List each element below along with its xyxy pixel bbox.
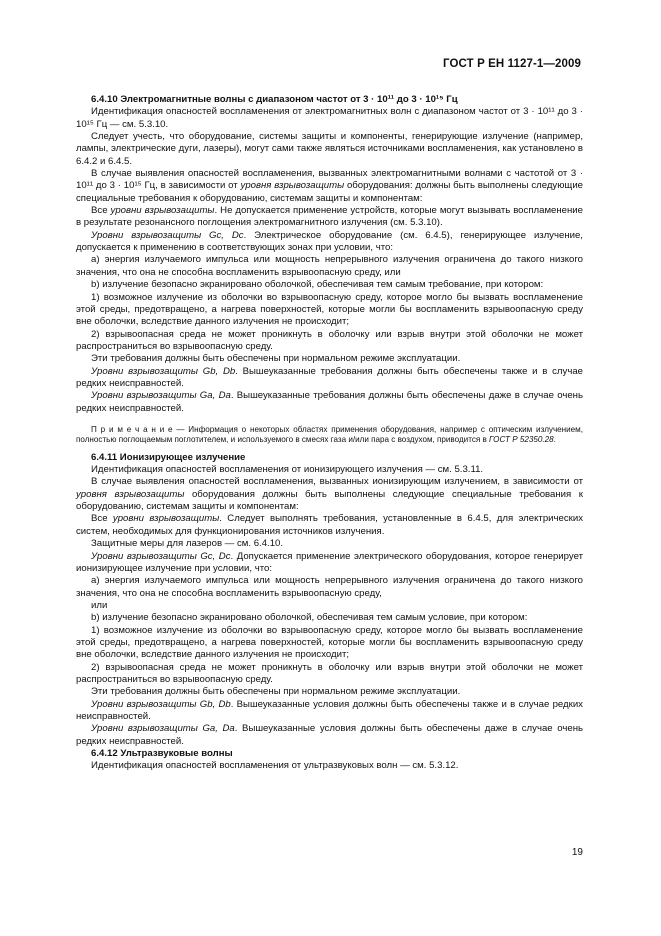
italic-reference: ГОСТ Р 52350.28	[489, 435, 554, 445]
italic-term: Уровни взрывозащиты Gc, Dc	[91, 229, 244, 241]
paragraph	[76, 390, 583, 415]
italic-term: Уровни взрывозащиты Ga, Da	[91, 723, 235, 735]
paragraph	[76, 513, 583, 538]
section-heading-6-4-10: 6.4.10 Электромагнитные волны с диапазоном частот от 3 · 10¹¹ до 3 · 10¹⁵ Гц	[91, 94, 458, 105]
paragraph: Идентификация опасностей воспламенения от ультразвуковых волн — см. 5.3.12.	[91, 760, 459, 772]
list-item-2: 2) взрывоопасная среда не может проникнуть в оболочку или взрыв внутри этой оболочки не может распространиться во взрывоопасную среду.	[76, 661, 583, 685]
conjunction-or: или	[91, 599, 108, 611]
italic-term: уровня взрывозащиты	[240, 180, 345, 192]
italic-term: уровня взрывозащиты	[76, 488, 185, 500]
text: . Вышеуказанные требования должны быть обеспечены даже в случае очень редких неисправностей.	[76, 390, 583, 414]
paragraph: Защитные меры для лазеров — см. 6.4.10.	[91, 538, 284, 550]
list-item-1: 1) возможное излучение из оболочки во взрывоопасную среду, которое могло бы вызвать воспламенение этой среды, предотвращено, а нагрева поверхностей, которые могли бы воспламенить взрывоопасную среду вне оболочки, вследствие данного излучения не происходит;	[76, 291, 583, 328]
italic-term: Уровни взрывозащиты Gc, Dc	[91, 550, 231, 562]
text: — Информация о некоторых областях применения оборудования, например с оптическим излучением, полностью поглощаемым поглотителем, и используемого в смесях газа и/или пара с воздухом, приводится в	[76, 424, 583, 445]
page-number: 19	[571, 847, 583, 858]
paragraph	[76, 168, 583, 205]
text: Все	[91, 513, 113, 525]
paragraph	[76, 230, 583, 255]
text: . Не допускается применение устройств, которые могут вызывать воспламенение в результате резонансного поглощения электромагнитного излучения (см. 5.3.10).	[76, 205, 584, 229]
list-item-a: а) энергия излучаемого импульса или мощность непрерывного излучения ограничена до такого низкого значения, что она не способна воспламенить взрывоопасную среду, или	[76, 254, 583, 278]
paragraph: Эти требования должны быть обеспечены при нормальном режиме эксплуатации.	[91, 686, 461, 698]
text: . Вышеуказанные требования должны быть обеспечены также и в случае редких неисправностей.	[76, 365, 583, 389]
italic-term: Уровни взрывозащиты Gb, Db	[91, 365, 236, 377]
paragraph: Следует учесть, что оборудование, системы защиты и компоненты, генерирующие излучение (например, лампы, электрические дуги, лазеры), могут сами также являться источниками воспламенения, как установлено в 6.4.2 и 6.4.5.	[76, 131, 583, 167]
note-label: П р и м е ч а н и е	[91, 424, 173, 434]
paragraph	[76, 723, 583, 748]
page-content	[76, 94, 583, 773]
text: В случае выявления опасностей воспламенения, вызванных электромагнитными волнами с частотой от 3 · 10¹¹ до 3 · 10¹⁵ Гц, в зависимости от	[76, 168, 583, 192]
italic-term: уровни взрывозащиты	[110, 205, 215, 217]
text: . Электрическое оборудование (см. 6.4.5), генерирующее излучение, допускается к применению в соответствующих зонах при условии, что:	[76, 229, 583, 254]
paragraph	[76, 366, 583, 391]
paragraph	[76, 476, 583, 513]
text: оборудования: должны быть выполнены следующие специальные требования к оборудованию, системам защиты и компонентам:	[76, 180, 584, 204]
paragraph	[76, 551, 583, 576]
section-heading-6-4-11: 6.4.11 Ионизирующее излучение	[91, 451, 246, 463]
text: Все	[91, 205, 111, 217]
italic-term: уровни взрывозащиты	[112, 513, 220, 525]
text: .	[553, 435, 556, 445]
paragraph	[76, 205, 583, 230]
list-item-a: а) энергия излучаемого импульса или мощность непрерывного излучения ограничена до такого низкого значения, что она не способна воспламенить взрывоопасную среду,	[76, 575, 583, 599]
list-item-2: 2) взрывоопасная среда не может проникнуть в оболочку или взрыв внутри этой оболочки не может распространиться во взрывоопасную среду.	[76, 328, 583, 352]
document-code-header: ГОСТ Р ЕН 1127-1—2009	[443, 58, 581, 70]
paragraph	[76, 699, 583, 724]
text: . Вышеуказанные условия должны быть обеспечены даже в случае очень редких неисправностей.	[76, 723, 583, 747]
paragraph: Эти требования должны быть обеспечены при нормальном режиме эксплуатации.	[91, 353, 461, 365]
italic-term: Уровни взрывозащиты Ga, Da	[91, 390, 231, 402]
text: оборудования должны быть выполнены следующие специальные требования к оборудованию, системам защиты и компонентам:	[76, 488, 583, 513]
text: В случае выявления опасностей воспламенения, вызванных ионизирующим излучением, в зависимости от	[91, 476, 583, 488]
note	[76, 425, 583, 446]
text: . Допускается применение электрического оборудования, которое генерирует ионизирующее излучение при условии, что:	[76, 550, 583, 574]
italic-term: Уровни взрывозащиты Gb, Db	[91, 698, 231, 710]
list-item-b: b) излучение безопасно экранировано оболочкой, обеспечивая тем самым требование, при котором:	[91, 279, 544, 291]
paragraph: Идентификация опасностей воспламенения от ионизирующего излучения — см. 5.3.11.	[91, 464, 484, 476]
list-item-1: 1) возможное излучение из оболочки во взрывоопасную среду, которое могло бы вызвать воспламенение этой среды, предотвращено, а нагрева поверхностей, которые могли бы воспламенить взрывоопасную среду вне оболочки, вследствие данного излучения не происходит;	[76, 624, 583, 661]
text: . Следует выполнять требования, установленные в 6.4.5, для электрических систем, необходимых для функционирования источников излучения.	[76, 513, 583, 537]
list-item-b: b) излучение безопасно экранировано оболочкой, обеспечивая тем самым условие, при котором:	[91, 612, 528, 624]
paragraph: Идентификация опасностей воспламенения от электромагнитных волн с диапазоном частот от 3 · 10¹¹ до 3 · 10¹⁵ Гц — см. 5.3.10.	[76, 106, 583, 130]
section-heading-6-4-12: 6.4.12 Ультразвуковые волны	[91, 748, 233, 759]
text: . Вышеуказанные условия должны быть обеспечены также и в случае редких неисправностей.	[76, 698, 583, 722]
